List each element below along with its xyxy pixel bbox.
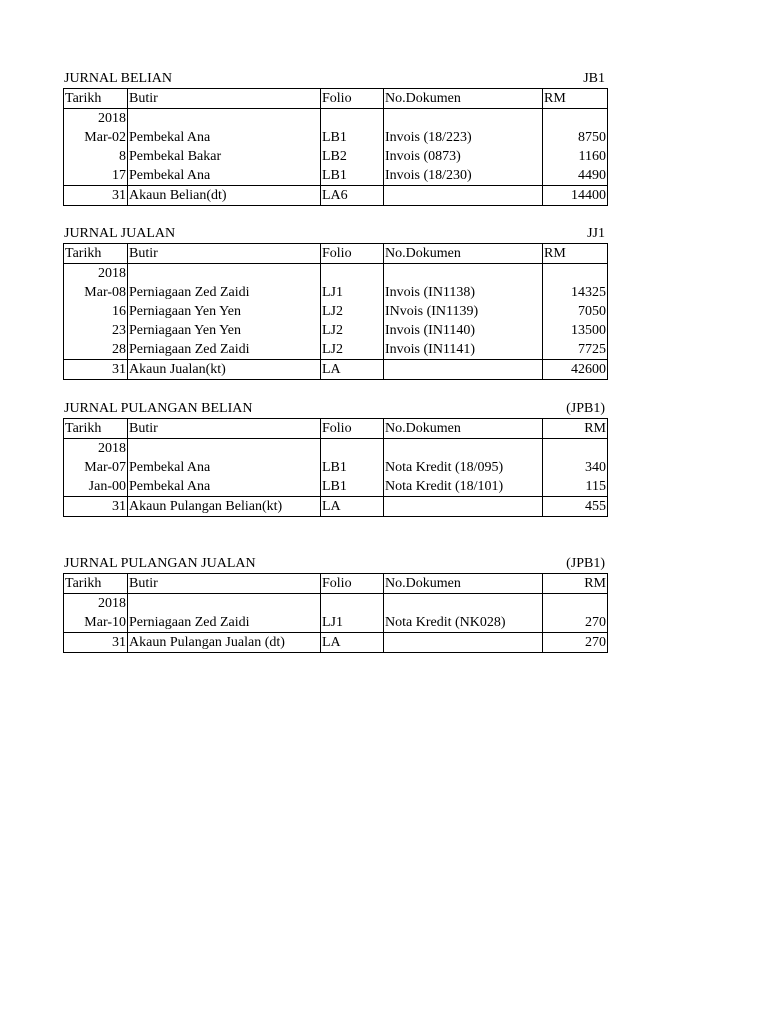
total-amount: 42600 (543, 360, 608, 380)
year-row (64, 264, 608, 284)
cell-desc: Pembekal Ana (128, 166, 321, 186)
cell-doc: Nota Kredit (18/095) (384, 458, 543, 477)
cell-amount: 4490 (543, 166, 608, 186)
total-row (64, 497, 608, 517)
total-amount: 455 (543, 497, 608, 517)
cell-folio: LB1 (321, 166, 384, 186)
total-amount: 270 (543, 633, 608, 653)
table-row (64, 283, 608, 302)
cell-folio: LJ2 (321, 340, 384, 360)
cell-desc: Perniagaan Zed Zaidi (128, 340, 321, 360)
header-desc: Butir (128, 89, 321, 109)
cell-desc: Pembekal Ana (128, 477, 321, 497)
header-folio: Folio (321, 419, 384, 439)
table-row (64, 128, 608, 147)
cell-doc: Invois (0873) (384, 147, 543, 166)
total-doc (384, 497, 543, 517)
year-cell: 2018 (64, 439, 128, 459)
journal-jualan (63, 224, 607, 380)
cell-amount: 340 (543, 458, 608, 477)
cell-doc: Invois (IN1138) (384, 283, 543, 302)
table-row (64, 302, 608, 321)
header-folio: Folio (321, 574, 384, 594)
table-row (64, 147, 608, 166)
header-folio: Folio (321, 244, 384, 264)
total-doc (384, 633, 543, 653)
total-date: 31 (64, 633, 128, 653)
cell-folio: LB1 (321, 458, 384, 477)
header-desc: Butir (128, 419, 321, 439)
header-doc: No.Dokumen (384, 244, 543, 264)
journal-header (63, 399, 607, 418)
table-row (64, 340, 608, 360)
journal-table (63, 243, 608, 380)
total-row (64, 360, 608, 380)
journal-pulangan-jualan (63, 554, 607, 653)
cell-date: 28 (64, 340, 128, 360)
cell-date: Jan-00 (64, 477, 128, 497)
cell-amount: 7725 (543, 340, 608, 360)
total-folio: LA6 (321, 186, 384, 206)
journal-table (63, 418, 608, 517)
cell-doc: Nota Kredit (NK028) (384, 613, 543, 633)
table-header-row (64, 419, 608, 439)
cell-desc: Perniagaan Zed Zaidi (128, 283, 321, 302)
header-amount: RM (543, 574, 608, 594)
cell-desc: Perniagaan Yen Yen (128, 321, 321, 340)
cell-doc: Invois (18/230) (384, 166, 543, 186)
year-cell: 2018 (64, 264, 128, 284)
cell-doc: Invois (IN1141) (384, 340, 543, 360)
header-date: Tarikh (64, 89, 128, 109)
total-folio: LA (321, 497, 384, 517)
cell-folio: LJ1 (321, 283, 384, 302)
table-row (64, 166, 608, 186)
total-date: 31 (64, 186, 128, 206)
cell-date: 23 (64, 321, 128, 340)
header-folio: Folio (321, 89, 384, 109)
cell-desc: Perniagaan Zed Zaidi (128, 613, 321, 633)
journal-code: (JPB1) (566, 401, 605, 416)
cell-doc: Invois (18/223) (384, 128, 543, 147)
year-cell: 2018 (64, 109, 128, 129)
cell-date: 8 (64, 147, 128, 166)
journal-code: JB1 (583, 71, 605, 86)
total-doc (384, 360, 543, 380)
journal-header (63, 224, 607, 243)
cell-desc: Pembekal Bakar (128, 147, 321, 166)
header-doc: No.Dokumen (384, 89, 543, 109)
journal-title: JURNAL PULANGAN BELIAN (64, 401, 253, 416)
total-date: 31 (64, 360, 128, 380)
journal-title: JURNAL BELIAN (64, 71, 172, 86)
table-header-row (64, 89, 608, 109)
table-row (64, 458, 608, 477)
cell-amount: 1160 (543, 147, 608, 166)
cell-amount: 8750 (543, 128, 608, 147)
cell-amount: 7050 (543, 302, 608, 321)
cell-date: 16 (64, 302, 128, 321)
cell-desc: Perniagaan Yen Yen (128, 302, 321, 321)
header-amount: RM (543, 419, 608, 439)
total-row (64, 186, 608, 206)
total-desc: Akaun Pulangan Jualan (dt) (128, 633, 321, 653)
total-amount: 14400 (543, 186, 608, 206)
cell-amount: 13500 (543, 321, 608, 340)
journal-header (63, 69, 607, 88)
journal-header (63, 554, 607, 573)
cell-doc: Nota Kredit (18/101) (384, 477, 543, 497)
cell-folio: LJ2 (321, 321, 384, 340)
table-header-row (64, 574, 608, 594)
header-date: Tarikh (64, 574, 128, 594)
cell-amount: 270 (543, 613, 608, 633)
table-row (64, 321, 608, 340)
cell-desc: Pembekal Ana (128, 128, 321, 147)
cell-folio: LB2 (321, 147, 384, 166)
cell-amount: 14325 (543, 283, 608, 302)
header-desc: Butir (128, 574, 321, 594)
cell-folio: LJ1 (321, 613, 384, 633)
cell-desc: Pembekal Ana (128, 458, 321, 477)
header-doc: No.Dokumen (384, 419, 543, 439)
journal-title: JURNAL JUALAN (64, 226, 176, 241)
header-desc: Butir (128, 244, 321, 264)
journal-belian (63, 69, 607, 206)
cell-date: Mar-08 (64, 283, 128, 302)
cell-folio: LB1 (321, 477, 384, 497)
journal-title: JURNAL PULANGAN JUALAN (64, 556, 256, 571)
header-date: Tarikh (64, 244, 128, 264)
journal-code: (JPB1) (566, 556, 605, 571)
table-row (64, 613, 608, 633)
year-cell: 2018 (64, 594, 128, 614)
total-doc (384, 186, 543, 206)
cell-folio: LB1 (321, 128, 384, 147)
header-date: Tarikh (64, 419, 128, 439)
cell-date: Mar-07 (64, 458, 128, 477)
cell-doc: Invois (IN1140) (384, 321, 543, 340)
cell-date: Mar-02 (64, 128, 128, 147)
total-desc: Akaun Jualan(kt) (128, 360, 321, 380)
header-amount: RM (543, 244, 608, 264)
table-header-row (64, 244, 608, 264)
cell-folio: LJ2 (321, 302, 384, 321)
table-row (64, 477, 608, 497)
cell-date: Mar-10 (64, 613, 128, 633)
year-row (64, 109, 608, 129)
journal-code: JJ1 (587, 226, 605, 241)
year-row (64, 594, 608, 614)
year-row (64, 439, 608, 459)
header-amount: RM (543, 89, 608, 109)
total-desc: Akaun Pulangan Belian(kt) (128, 497, 321, 517)
cell-amount: 115 (543, 477, 608, 497)
total-desc: Akaun Belian(dt) (128, 186, 321, 206)
total-row (64, 633, 608, 653)
cell-doc: INvois (IN1139) (384, 302, 543, 321)
total-folio: LA (321, 633, 384, 653)
cell-date: 17 (64, 166, 128, 186)
journal-pulangan-belian (63, 399, 607, 517)
header-doc: No.Dokumen (384, 574, 543, 594)
journal-table (63, 573, 608, 653)
total-date: 31 (64, 497, 128, 517)
total-folio: LA (321, 360, 384, 380)
journal-table (63, 88, 608, 206)
